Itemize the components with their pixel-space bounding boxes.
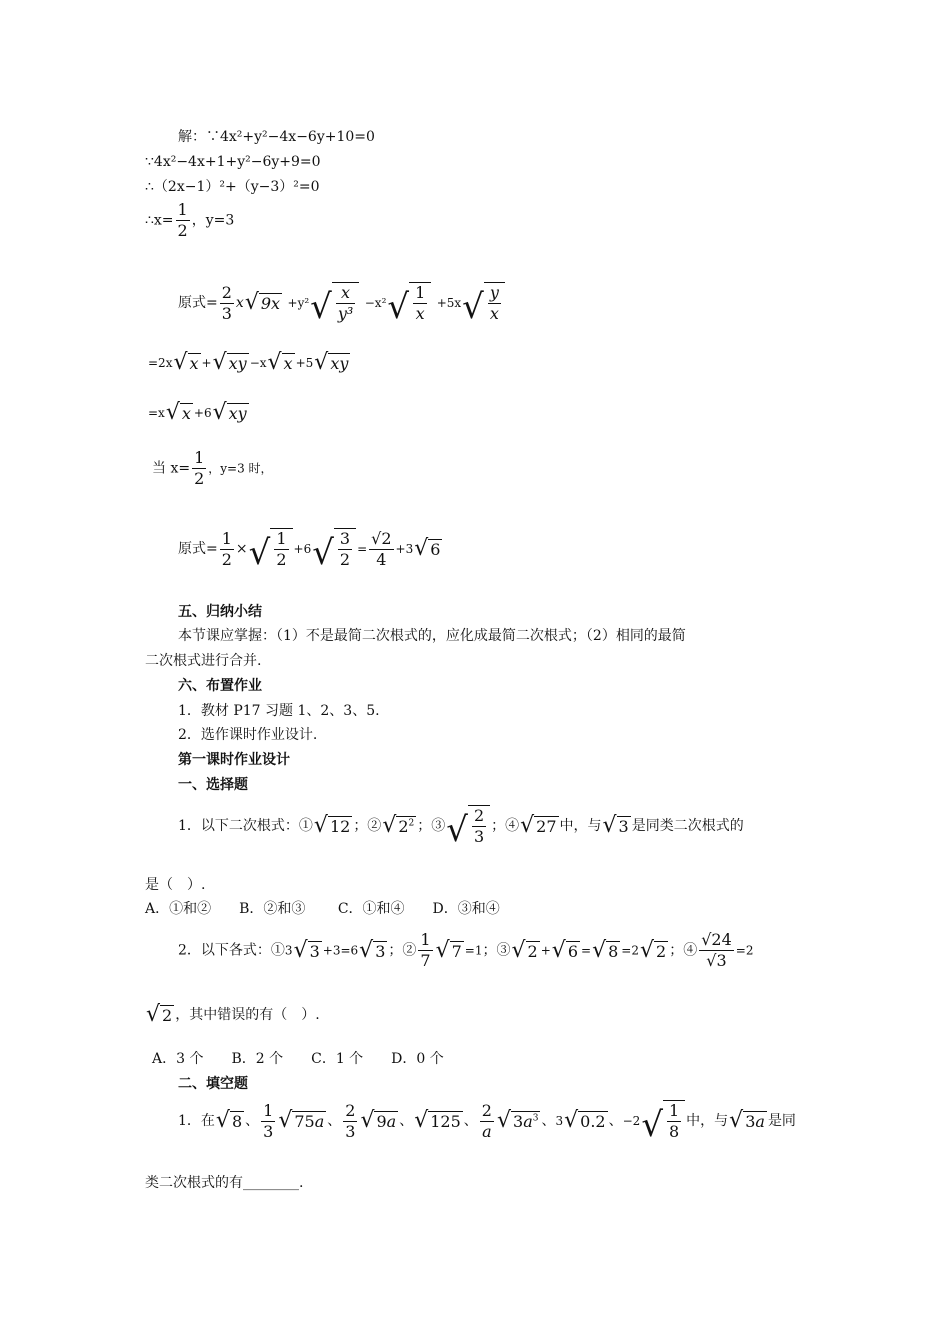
question-2-options: A．3 个 B．2 个 C．1 个 D．0 个 — [152, 1051, 444, 1067]
final-result: 原式= $\frac{1}{2}$ ×√ $\frac{1}{2}$ +6√ $\frac{3}{2}$ = $\frac{√2}{4}$ +3√ 6 — [178, 528, 441, 573]
fill-heading: 二、填空题 — [178, 1076, 248, 1092]
solution-line-2: ∵4x²−4x+1+y²−6y+9=0 — [145, 154, 321, 170]
summary-text-2: 二次根式进行合并. — [145, 653, 262, 669]
question-1-options: A．①和② B．②和③ C．①和④ D．③和④ — [145, 901, 500, 917]
question-2-line-2: √ 2 ，其中错误的有（ ）. — [146, 1002, 320, 1027]
original-expression: 原式= $\frac{2}{3}$ x√ 9x +y²√ $\frac{x}{\text{y³}}$ −x²√ $\frac{1}{x}$ +5x√ $\frac{y}{x}$ — [178, 282, 506, 324]
solution-line-3: ∴（2x−1）²+（y−3）²=0 — [145, 179, 320, 195]
homework-heading: 六、布置作业 — [178, 678, 262, 694]
question-2: 2．以下各式：①3√ 3 +3=6√ 3 ；② $\frac{1}{7}$ √ 7 =1；③√ 2 +√ 6 =√ 8 =2√ 2 ；④ $\frac{√24}{√3}$ =2 — [178, 930, 754, 970]
homework-item-2: 2．选作课时作业设计. — [178, 727, 318, 743]
solution-line-4: ∴x= $\frac{1}{2}$ ，y=3 — [145, 200, 235, 240]
homework-item-1: 1．教材 P17 习题 1、2、3、5. — [178, 703, 380, 719]
question-1-line-2: 是（ ）. — [145, 877, 206, 893]
fill-question-1-line-2: 类二次根式的有________. — [145, 1175, 304, 1191]
question-1: 1．以下二次根式：①√ 12 ；②√ $2^2$ ；③√ $\frac{2}{3}$ ；④√ 27 中，与√ 3 是同类二次根式的 — [178, 806, 744, 850]
design-heading: 第一课时作业设计 — [178, 752, 290, 768]
substitution-line: 当 x= $\frac{1}{2}$ ，y=3 时， — [152, 448, 273, 488]
summary-text-1: 本节课应掌握：（1）不是最简二次根式的，应化成最简二次根式；（2）相同的最简 — [178, 628, 686, 644]
simplify-step-2: =x√ x +6√ xy — [148, 400, 247, 425]
summary-heading: 五、归纳小结 — [178, 604, 262, 620]
simplify-step-1: =2x√ x +√ xy −x√ x +5√ xy — [148, 350, 349, 375]
fill-question-1: 1．在√ 8 、 $\frac{1}{3}$ √ 75a 、 $\frac{2}{3}$ √ 9a 、√ 125 、 $\frac{2}{a}$ √ $3a^3$ 、3√ 0.2 、−2√ $\frac{1}{8}$ 中，与√ 3a 是同 — [178, 1100, 796, 1145]
solution-line-1: 解：∵4x²+y²−4x−6y+10=0 — [178, 129, 375, 145]
choice-heading: 一、选择题 — [178, 777, 248, 793]
